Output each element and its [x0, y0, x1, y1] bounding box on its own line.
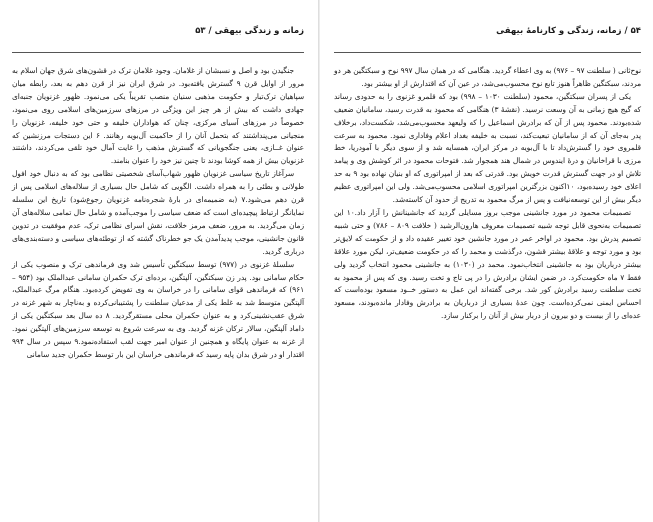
running-head: زمانه و زندگی بیهقی / ۵۳	[12, 26, 304, 53]
running-head: ۵۴ / زمانه، زندگی و کارنامهٔ بیهقی	[334, 26, 641, 53]
paragraph: جنگیدن بود و اصل و نسبشان از غلامان. وجود غلامان ترک در قشون‌های شرق جهان اسلام به مرور از اوایل قرن ۹ گسترش یافته‌بود. در شرق ایران نیز از قرن ‌دهم به‌ بعد، رابطه میان سپاهیان ترک‌تبار و حکومت مذهبی سنیان منصب تقریباً یکی می‌نمود. ظهور غزنویان جنبه‌ای جهادی داشت که بیش از هر چیز این ویژگی در مرزهای سرزمین‌های اسلامی روی می‌نمود، خصوصاً در مرزهای آسیای مرکزی، چنان که هواداران خلیفه و حتی خود خلیفه، غزنویان را منجیانی می‌پنداشتند که بتحمل آنان را از حاکمیت آل‌بویه رهانند. ۶ این دستجات مرزنشین که عنوان غــازی، یعنی جنگجویانی که گسترش مذهب را غایت آمال خود تلقی می‌کردند، داشتند غزنویان بیش از همه کوشا بودند تا چنین نیز خود را عنوان بنامند.	[12, 66, 305, 166]
page-body	[12, 65, 304, 362]
paragraph: نوح‌ثانی ( سلطنت ۹۷ – ۹۷۶) به وی اعطاء گردید. هنگامی که در همان سال ۹۹۷ نوح و سبکتگین هر دو مردند، سبکتگین ظاهراً هنوز تابع نوح محسوب‌می‌شد، در عین آن که اقتدارش از او بیشتر بود.	[334, 66, 641, 88]
page-body	[334, 65, 641, 323]
left-page	[0, 0, 318, 522]
paragraph: سرآغاز تاریخ سیاسی غزنویان ظهور شهاب‌آسای شخصیتی نظامی بود که به دنبال خود افول طولانی و بطئی را به همراه داشت. الگویی که شامل حال بسیاری از سلاله‌های اسلامی پس از قرن دهم می‌شود.۷ (به ضمیمه‌ای در بارهٔ شجره‌نامه غزنویان رجوع‌شود) تاریخ این سلسله نمایانگر ارتباط پیچیده‌ای است که ضعف سیاسی را موجب‌آمده و شامل حال تمامی سلاله‌های آن زمان می‌گردید. به مرور، ضعف مرمز خلافت، نقش اسرای نظامی ترک، عدم موفقیت در تدوین قانون جانشینی، موجب پدیدآمدن یک جو خطرناک گشته که از توطئه‌های سیاسی و دسته‌بندی‌های درباری گردید.	[12, 169, 304, 256]
paragraph: یکی از پسران سبکتگین، محمود (سلطنت ۱۰۳۰ – ۹۹۸) بود که قلمرو غزنوی را به حدودی رساند که گیج هیچ زمانی به آن وسعت نرسید. (نقشهٔ ۳) هنگامی که محمود به قدرت رسید، سامانیان ضعیف شده‌بودند. محمود پس از آن که برادرش اسماعیل را که ولیعهد محسوب‌می‌شد، شکست‌داد، برخلاف پدر به‌جای آن که از سامانیان تبعیت‌کند، نسبت به خلیفه بغداد اعلام وفاداری نمود. محمود به سرعت قلمروی خود را گسترش‌داد تا با آل‌بویه در مرکز ایران، همسایه شد و از سوی دیگر با آمودریا، خط مرزی با قراخانیان و درهٔ ایندوس در شمال هند همجوار شد. فتوحات محمود در اثر کوشش وی و پیامد تلاش او در جهت گسترش قدرت خویش بود. قدرتی که بعد از امپراتوری که او بنیان نهاده بود ۹ به حد اعلای خود رسیده‌بود، ۱۰اکنون بزرگترین امپراتوری اسلامی محسوب‌می‌شد. ولی این امپراتوری عظیم دیگر بیش از این توسعه‌نیافت و پس از مرگ محمود به تدریج از حدود آن کاسته‌شد.	[334, 91, 642, 205]
paragraph: تصمیمات محمود در مورد جانشینی موجب بروز مسایلی گردید که جانشینانش را آزار داد.۱۰ این تصمیمات به‌نحوی قابل توجه شبیه تصمیمات معروف هارون‌الرشید ( خلافت ۸۰۹ – ۷۸۶) و حتی شبیه تصمیم پدرش بود. محمود در اواخر عمر در مورد جانشین خود تغییر عقیده داد و از حکومت که لایق‌تر بود و مورد توجه و علاقهٔ بیشتر قشون، درگذشت و محمد را که در حکومت ضعیف‌تر، لیکن مورد علاقهٔ بیشتر درباریان بود به جانشینی انتخاب‌نمود. محمد در (۱۰۳۰) به جانشینی محمود انتخاب گردید ولی فقط ۷ ماه حکومت‌کرد. در ضمن ایشان برادرش را در پی تاج و تخت رسید. وی که پس از محمود به تخت سلطنت رسید برادرش کور شد. برخی گفته‌اند این عمل به دستور خــود مسعود بوده‌است که احساس ایمنی نمی‌کرده‌است. چون عدهٔ بسیاری از درباریان به برادرش وفادار مانده‌بودند، مسعود عده‌ای را از بیست و دو بیرون از دربار بیش از آنان را برکنار سازد.	[334, 207, 641, 321]
right-page	[320, 0, 653, 522]
paragraph: سلسلهٔ غزنوی در (۹۷۷) توسط سبکتگین تأسیس شد وی فرماندهی ترک و منصوب یکی از حکام سامانی بود. پدر زن سبکتگین، آلپتگین، برده‌ای ترک حکمران سامانی عبدالملک بود (۹۵۴ – ۹۶۱) که فرماندهی قوای سامانی را در خراسان به وی تفویض کرده‌بود. هنگام مرگ عبدالملک، آلپتگین متوسط شد به غلط یکی از مدعیان سلطنت را پشتیبانی‌کرده و به‌ناچار به شهر غزنه در شرق عقب‌نشینی‌کرد و به عنوان حکمران محلی مستقر‌گردید. ۸ ده سال بعد سبکتگین یکی از داماد آلپتگین، سالار ترکان غزنه گردید. وی به سرعت شروع به توسعه سرزمین‌های آلپتگین نمود. از غزنه به عنوان پایگاه و همچنین از عنوان امیر جهت لقب استفاده‌نمود.۹ سپس در سال ۹۹۴ اقتدار او در شرق بدان پایه رسید که فرماندهی خراسان این بار توسط حکمران جدید سامانی	[12, 259, 304, 359]
